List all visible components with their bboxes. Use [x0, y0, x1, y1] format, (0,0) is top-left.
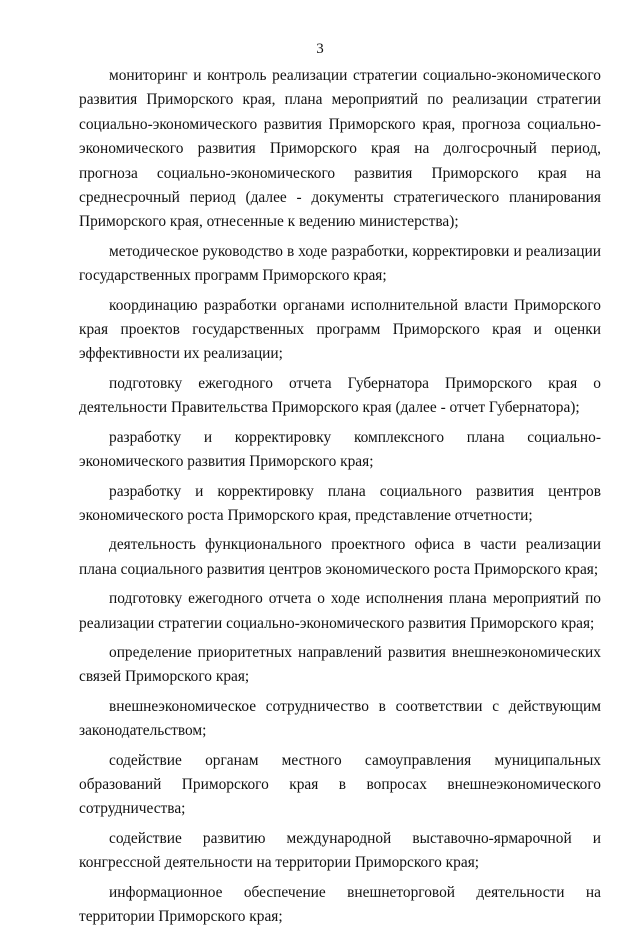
- document-body: [79, 64, 601, 934]
- page-number: 3: [316, 41, 324, 57]
- paragraph-project-office: деятельность функционального проектного офиса в части реализации плана социального развития центров экономического роста Приморского края;: [79, 536, 601, 578]
- paragraph-exhibition-support: содействие развитию международной выставочно-ярмарочной и конгрессной деятельности на территории Приморского края;: [79, 829, 601, 872]
- paragraph-governor-report: подготовку ежегодного отчета Губернатора Приморского края о деятельности Правительства Приморского края (далее - отчет Губернатора);: [79, 374, 601, 417]
- paragraph-foreign-relations-priorities: определение приоритетных направлений развития внешнеэкономических связей Приморского края;: [79, 643, 601, 686]
- paragraph-municipal-assistance: содействие органам местного самоуправления муниципальных образований Приморского края в вопросах внешнеэкономического сотрудничества;: [79, 751, 601, 818]
- paragraph-growth-centers-plan: разработку и корректировку плана социального развития центров экономического роста Приморского края, представление отчетности;: [79, 482, 601, 524]
- paragraph-annual-progress-report: подготовку ежегодного отчета о ходе исполнения плана мероприятий по реализации стратегии социально-экономического развития Приморского края;: [79, 590, 601, 632]
- paragraph-foreign-economic-cooperation: внешнеэкономическое сотрудничество в соответствии с действующим законодательством;: [79, 697, 601, 740]
- paragraph-program-coordination: координацию разработки органами исполнительной власти Приморского края проектов государственных программ Приморского края и оценки эффективности их реализации;: [79, 296, 601, 363]
- paragraph-foreign-trade-information: информационное обеспечение внешнеторговой деятельности на территории Приморского края;: [79, 883, 601, 925]
- paragraph-monitoring-strategy: мониторинг и контроль реализации стратегии социально-экономического развития Приморского края, плана мероприятий по реализации стратегии социально-экономического развития Приморского края, прогноза социально-экономического развития Приморского края на долгосрочный период, прогноза социально-экономического развития Приморского края на среднесрочный период (далее - документы стратегического планирования Приморского края, отнесенные к ведению министерства);: [79, 67, 601, 231]
- paragraph-comprehensive-plan: разработку и корректировку комплексного плана социально-экономического развития Приморского края;: [79, 428, 601, 471]
- paragraph-methodical-guidance: методическое руководство в ходе разработки, корректировки и реализации государственных программ Приморского края;: [79, 242, 601, 285]
